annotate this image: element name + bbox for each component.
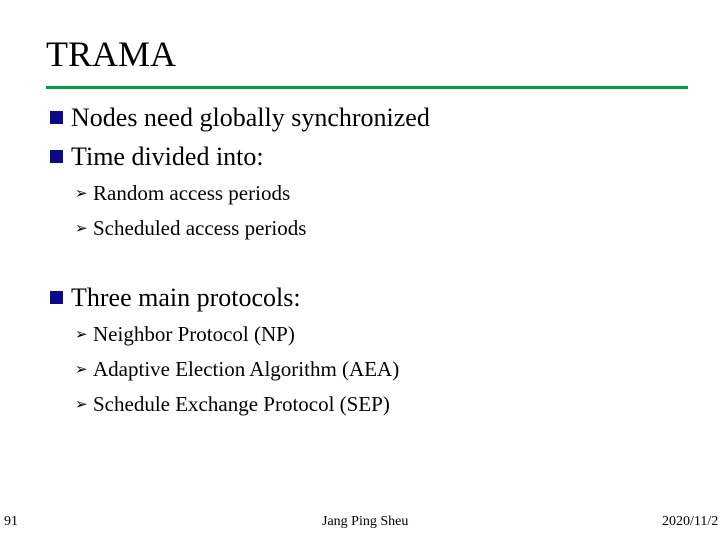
page-number: 91 xyxy=(4,514,18,529)
arrow-bullet-icon: ➢ xyxy=(75,362,88,378)
sub-bullet-text: Neighbor Protocol (NP) xyxy=(93,322,295,346)
footer-date: 2020/11/2 xyxy=(662,514,719,529)
sub-bullet-text: Random access periods xyxy=(93,181,291,205)
arrow-bullet-icon: ➢ xyxy=(75,327,88,343)
bullet-item xyxy=(50,141,264,173)
sub-bullet-text: Schedule Exchange Protocol (SEP) xyxy=(93,392,390,416)
sub-bullet-item xyxy=(75,320,295,349)
bullet-text: Time divided into: xyxy=(71,142,264,171)
sub-bullet-item xyxy=(75,179,290,208)
square-bullet-icon xyxy=(50,291,63,304)
bullet-item xyxy=(50,102,430,134)
bullet-text: Nodes need globally synchronized xyxy=(71,103,430,132)
slide-title: TRAMA xyxy=(46,34,177,74)
square-bullet-icon xyxy=(50,150,63,163)
sub-bullet-item xyxy=(75,390,390,419)
sub-bullet-item xyxy=(75,355,399,384)
square-bullet-icon xyxy=(50,111,63,124)
title-rule xyxy=(46,86,688,89)
footer-author: Jang Ping Sheu xyxy=(322,514,409,529)
bullet-text: Three main protocols: xyxy=(71,283,301,312)
arrow-bullet-icon: ➢ xyxy=(75,186,88,202)
arrow-bullet-icon: ➢ xyxy=(75,397,88,413)
sub-bullet-text: Adaptive Election Algorithm (AEA) xyxy=(93,357,400,381)
sub-bullet-item xyxy=(75,214,306,243)
sub-bullet-text: Scheduled access periods xyxy=(93,216,307,240)
arrow-bullet-icon: ➢ xyxy=(75,221,88,237)
bullet-item xyxy=(50,282,301,314)
